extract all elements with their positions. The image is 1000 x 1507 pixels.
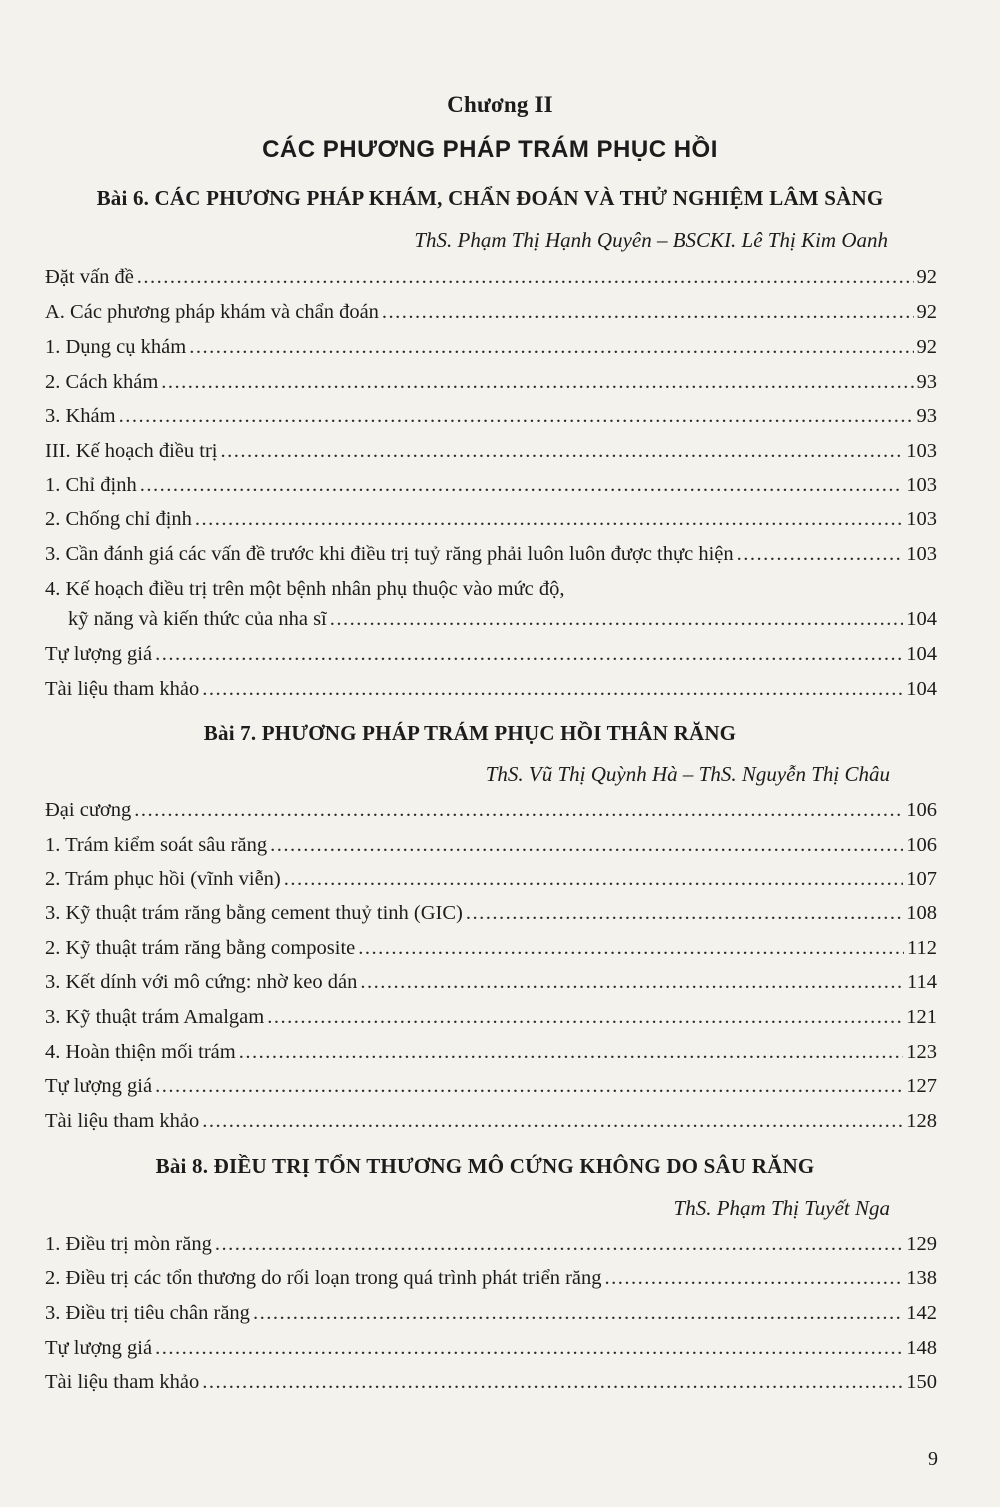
toc-entry-label: kỹ năng và kiến thức của nha sĩ	[68, 608, 327, 630]
toc-entry-page: 106	[906, 799, 937, 821]
leader-dots	[220, 439, 903, 463]
toc-entry-label: 1. Trám kiểm soát sâu răng	[45, 834, 268, 856]
toc-entry[interactable]	[45, 473, 937, 499]
toc-entry[interactable]	[45, 300, 937, 326]
leader-dots	[195, 507, 903, 531]
toc-entry-page: 127	[906, 1075, 937, 1097]
toc-entry[interactable]	[45, 867, 937, 893]
toc-entry-page: 148	[906, 1337, 937, 1359]
leader-dots	[360, 970, 904, 994]
leader-dots	[134, 798, 903, 822]
toc-entry-label: Đại cương	[45, 799, 132, 821]
leader-dots	[161, 370, 913, 394]
toc-entry-page: 129	[906, 1233, 937, 1255]
leader-dots	[202, 677, 903, 701]
toc-entry-label: 2. Trám phục hồi (vĩnh viễn)	[45, 868, 281, 890]
leader-dots	[270, 833, 903, 857]
toc-entry-page: 114	[907, 971, 937, 993]
chapter-title: CÁC PHƯƠNG PHÁP TRÁM PHỤC HỒI	[262, 136, 718, 163]
toc-entry[interactable]	[45, 1266, 937, 1292]
toc-entry[interactable]	[45, 1074, 937, 1100]
toc-entry-label: 2. Điều trị các tổn thương do rối loạn trong quá trình phát triển răng	[45, 1267, 602, 1289]
toc-entry-label: 3. Kết dính với mô cứng: nhờ keo dán	[45, 971, 358, 993]
toc-entry-page: 112	[907, 937, 937, 959]
toc-entry-label-line1[interactable]: 4. Kế hoạch điều trị trên một bệnh nhân phụ thuộc vào mức độ,	[45, 578, 565, 600]
toc-entry-page: 103	[906, 543, 937, 565]
toc-entry-label: 3. Điều trị tiêu chân răng	[45, 1302, 250, 1324]
leader-dots	[137, 265, 914, 289]
toc-entry-label: 3. Kỹ thuật trám Amalgam	[45, 1006, 265, 1028]
toc-entry[interactable]	[45, 507, 937, 533]
toc-entry[interactable]	[45, 798, 937, 824]
toc-entry-page: 103	[906, 440, 937, 462]
toc-entry-label: 2. Cách khám	[45, 371, 159, 393]
toc-entry-page: 150	[906, 1371, 937, 1393]
page-number: 9	[928, 1448, 938, 1470]
toc-entry-page: 92	[916, 266, 937, 288]
toc-entry-label: A. Các phương pháp khám và chẩn đoán	[45, 301, 379, 323]
toc-entry[interactable]	[45, 1005, 937, 1031]
toc-entry-label: Tài liệu tham khảo	[45, 1110, 200, 1132]
toc-entry-label: Đặt vấn đề	[45, 266, 134, 288]
toc-entry-page: 138	[906, 1267, 937, 1289]
leader-dots	[155, 642, 903, 666]
toc-entry[interactable]	[45, 642, 937, 668]
toc-entry[interactable]	[45, 936, 937, 962]
toc-entry[interactable]	[45, 1232, 937, 1258]
lesson-title: Bài 8. ĐIỀU TRỊ TỔN THƯƠNG MÔ CỨNG KHÔNG DO SÂU RĂNG	[155, 1154, 815, 1178]
toc-entry[interactable]	[45, 439, 937, 465]
leader-dots	[605, 1266, 904, 1290]
chapter-label: Chương II	[447, 92, 553, 117]
toc-entry[interactable]	[68, 607, 937, 633]
leader-dots	[239, 1040, 904, 1064]
toc-entry-page: 107	[906, 868, 937, 890]
toc-entry-page: 123	[906, 1041, 937, 1063]
leader-dots	[119, 404, 914, 428]
leader-dots	[202, 1370, 903, 1394]
toc-entry-page: 104	[906, 643, 937, 665]
toc-entry-page: 128	[906, 1110, 937, 1132]
toc-entry[interactable]	[45, 370, 937, 396]
toc-entry[interactable]	[45, 1040, 937, 1066]
leader-dots	[155, 1074, 903, 1098]
toc-entry[interactable]	[45, 901, 937, 927]
toc-entry-label: 3. Kỹ thuật trám răng bằng cement thuỷ tinh (GIC)	[45, 902, 463, 924]
toc-entry[interactable]	[45, 335, 937, 361]
toc-entry[interactable]	[45, 404, 937, 430]
toc-entry-label: Tự lượng giá	[45, 1075, 153, 1097]
toc-entry-label: Tự lượng giá	[45, 643, 153, 665]
leader-dots	[737, 542, 904, 566]
toc-entry-page: 121	[906, 1006, 937, 1028]
lesson-author: ThS. Phạm Thị Tuyết Nga	[673, 1196, 890, 1220]
toc-entry[interactable]	[45, 1301, 937, 1327]
leader-dots	[466, 901, 903, 925]
toc-entry-page: 93	[916, 371, 937, 393]
toc-entry-label: 1. Dụng cụ khám	[45, 336, 187, 358]
toc-entry-label: 2. Chống chỉ định	[45, 508, 192, 530]
toc-entry[interactable]	[45, 1109, 937, 1135]
toc-entry-label: 4. Hoàn thiện mối trám	[45, 1041, 236, 1063]
toc-entry-page: 103	[906, 508, 937, 530]
toc-entry[interactable]	[45, 265, 937, 291]
toc-entry-page: 106	[906, 834, 937, 856]
lesson-title: Bài 7. PHƯƠNG PHÁP TRÁM PHỤC HỒI THÂN RĂNG	[203, 721, 737, 745]
toc-entry-page: 104	[906, 608, 937, 630]
lesson-author: ThS. Vũ Thị Quỳnh Hà – ThS. Nguyễn Thị Châu	[485, 762, 890, 786]
leader-dots	[382, 300, 914, 324]
toc-entry-label: III. Kế hoạch điều trị	[45, 440, 218, 462]
lesson-author: ThS. Phạm Thị Hạnh Quyên – BSCKI. Lê Thị Kim Oanh	[414, 228, 888, 252]
toc-entry-label: 3. Cần đánh giá các vấn đề trước khi điều trị tuỷ răng phải luôn luôn được thực hiện	[45, 543, 734, 565]
leader-dots	[267, 1005, 903, 1029]
toc-entry-page: 104	[906, 678, 937, 700]
toc-entry-page: 92	[916, 336, 937, 358]
toc-entry-page: 93	[916, 405, 937, 427]
leader-dots	[189, 335, 913, 359]
toc-entry-page: 103	[906, 474, 937, 496]
leader-dots	[330, 607, 904, 631]
toc-entry[interactable]	[45, 1370, 937, 1396]
toc-entry-label: 1. Chỉ định	[45, 474, 137, 496]
toc-entry-label: 1. Điều trị mòn răng	[45, 1233, 212, 1255]
toc-entry[interactable]	[45, 1336, 937, 1362]
leader-dots	[284, 867, 904, 891]
toc-entry-page: 92	[916, 301, 937, 323]
toc-entry-label: 3. Khám	[45, 405, 116, 427]
toc-entry-label: 2. Kỹ thuật trám răng bằng composite	[45, 937, 356, 959]
leader-dots	[215, 1232, 903, 1256]
lesson-title: Bài 6. CÁC PHƯƠNG PHÁP KHÁM, CHẨN ĐOÁN VÀ THỬ NGHIỆM LÂM SÀNG	[96, 186, 884, 210]
leader-dots	[202, 1109, 903, 1133]
leader-dots	[140, 473, 904, 497]
leader-dots	[358, 936, 904, 960]
toc-entry-label: Tài liệu tham khảo	[45, 1371, 200, 1393]
toc-entry-label: Tự lượng giá	[45, 1337, 153, 1359]
toc-entry-label: Tài liệu tham khảo	[45, 678, 200, 700]
leader-dots	[253, 1301, 903, 1325]
toc-entry[interactable]	[45, 833, 937, 859]
toc-entry[interactable]	[45, 677, 937, 703]
toc-entry-page: 108	[906, 902, 937, 924]
leader-dots	[155, 1336, 903, 1360]
toc-entry[interactable]	[45, 970, 937, 996]
toc-entry[interactable]	[45, 542, 937, 568]
toc-entry-page: 142	[906, 1302, 937, 1324]
